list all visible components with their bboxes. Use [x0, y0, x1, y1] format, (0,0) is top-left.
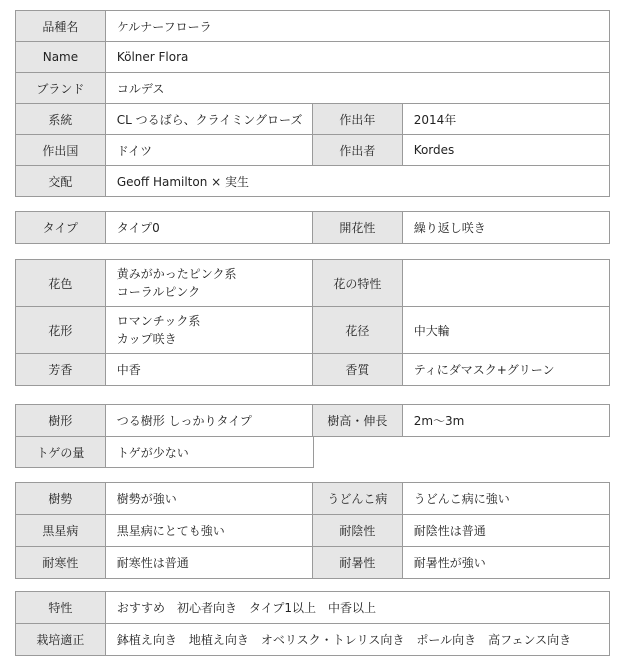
- blooming-value: 繰り返し咲き: [402, 211, 610, 244]
- mildew-value: うどんこ病に強い: [402, 482, 610, 515]
- table-row: [15, 306, 609, 353]
- variety-name-value: ケルナーフローラ: [105, 10, 610, 42]
- mildew-label: うどんこ病: [312, 482, 403, 515]
- vigor-label: 樹勢: [15, 482, 106, 515]
- year-value: 2014年: [402, 103, 610, 135]
- flower-color-line: コーラルピンク: [116, 285, 201, 299]
- brand-label: ブランド: [15, 72, 106, 104]
- features-value: おすすめ 初心者向き タイプ1以上 中香以上: [105, 591, 610, 624]
- variety-name-label: 品種名: [15, 10, 106, 42]
- thorns-label: トゲの量: [15, 436, 106, 468]
- features-table: [15, 591, 609, 655]
- vigor-value: 樹勢が強い: [105, 482, 313, 515]
- table-row: [15, 404, 609, 436]
- heat-tolerance-label: 耐暑性: [312, 546, 403, 579]
- blackspot-label: 黒星病: [15, 514, 106, 547]
- form-table: [15, 404, 609, 467]
- blooming-label: 開花性: [312, 211, 403, 244]
- flower-color-line: 黄みがかったピンク系: [116, 267, 237, 281]
- type-value: タイプ0: [105, 211, 313, 244]
- health-table: [15, 482, 609, 578]
- cold-tolerance-value: 耐寒性は普通: [105, 546, 313, 579]
- flower-shape-value: [105, 306, 313, 354]
- name-label: Name: [15, 41, 106, 73]
- basic-info-table: [15, 10, 609, 196]
- lineage-value: CL つるばら、クライミングローズ: [105, 103, 313, 135]
- height-label: 樹高・伸長: [312, 404, 403, 437]
- table-row: [15, 482, 609, 514]
- breeder-label: 作出者: [312, 134, 403, 166]
- heat-tolerance-value: 耐暑性が強い: [402, 546, 610, 579]
- table-row: [15, 623, 609, 655]
- cultivation-suitability-label: 栽培適正: [15, 623, 106, 656]
- fragrance-value: 中香: [105, 353, 313, 386]
- cold-tolerance-label: 耐寒性: [15, 546, 106, 579]
- table-row: [15, 436, 609, 467]
- table-row: [15, 591, 609, 623]
- country-value: ドイツ: [105, 134, 313, 166]
- cross-value: Geoff Hamilton × 実生: [105, 165, 610, 197]
- country-label: 作出国: [15, 134, 106, 166]
- table-row: [15, 10, 609, 41]
- scent-type-label: 香質: [312, 353, 403, 386]
- flower-shape-label: 花形: [15, 306, 106, 354]
- type-table: [15, 211, 609, 243]
- table-row: [15, 259, 609, 306]
- flower-traits-label: 花の特性: [312, 259, 403, 307]
- thorns-value: トゲが少ない: [105, 436, 314, 468]
- flower-color-value: [105, 259, 313, 307]
- breeder-value: Kordes: [402, 134, 610, 166]
- shade-tolerance-label: 耐陰性: [312, 514, 403, 547]
- shade-tolerance-value: 耐陰性は普通: [402, 514, 610, 547]
- year-label: 作出年: [312, 103, 403, 135]
- table-row: [15, 72, 609, 103]
- name-value: Kölner Flora: [105, 41, 610, 73]
- blackspot-value: 黒星病にとても強い: [105, 514, 313, 547]
- table-row: [15, 134, 609, 165]
- habit-label: 樹形: [15, 404, 106, 437]
- type-label: タイプ: [15, 211, 106, 244]
- table-row: [15, 514, 609, 546]
- cross-label: 交配: [15, 165, 106, 197]
- brand-value: コルデス: [105, 72, 610, 104]
- table-row: [15, 165, 609, 196]
- scent-type-value: ティにダマスク+グリーン: [402, 353, 610, 386]
- flower-diameter-value: 中大輪: [402, 306, 610, 354]
- flower-table: [15, 259, 609, 385]
- table-row: [15, 353, 609, 385]
- table-row: [15, 546, 609, 578]
- flower-shape-line: ロマンチック系: [116, 314, 201, 328]
- height-value: 2m〜3m: [402, 404, 610, 437]
- features-label: 特性: [15, 591, 106, 624]
- flower-diameter-label: 花径: [312, 306, 403, 354]
- table-row: [15, 211, 609, 243]
- table-row: [15, 103, 609, 134]
- flower-shape-line: カップ咲き: [116, 332, 177, 346]
- habit-value: つる樹形 しっかりタイプ: [105, 404, 313, 437]
- cultivation-suitability-value: 鉢植え向き 地植え向き オベリスク・トレリス向き ポール向き 高フェンス向き: [105, 623, 610, 656]
- flower-color-label: 花色: [15, 259, 106, 307]
- flower-traits-value: [402, 259, 610, 307]
- table-row: [15, 41, 609, 72]
- lineage-label: 系統: [15, 103, 106, 135]
- fragrance-label: 芳香: [15, 353, 106, 386]
